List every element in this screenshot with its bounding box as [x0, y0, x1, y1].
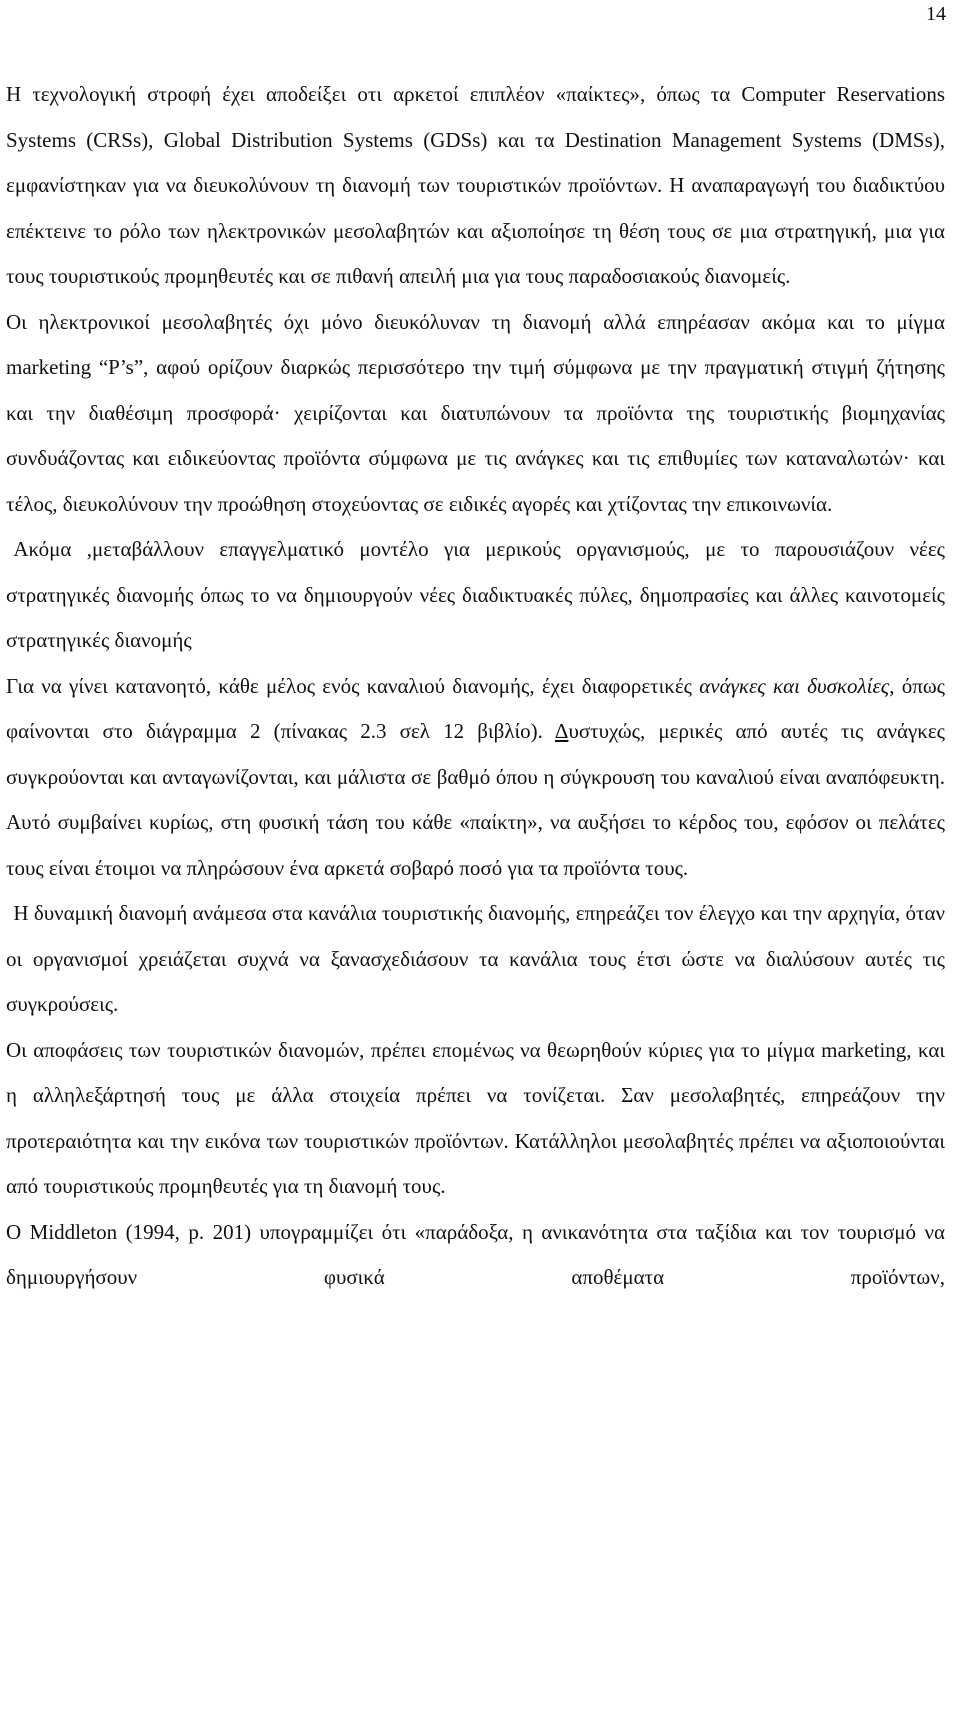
paragraph-dynamic-distribution: Η δυναμική διανομή ανάμεσα στα κανάλια τουριστικής διανομής, επηρεάζει τον έλεγχο και την αρχηγία, όταν οι οργανισμοί χρειάζεται συχνά να ξανασχεδιάσουν τα κανάλια τους έτσι ώστε να διαλύσουν αυτές τις συγκρούσεις.	[6, 901, 945, 1016]
needs-and-difficulties-italic: ανάγκες και δυσκολίες	[699, 673, 890, 698]
paragraph-electronic-intermediaries: Οι ηλεκτρονικοί μεσολαβητές όχι μόνο διευκόλυναν τη διανομή αλλά επηρέασαν ακόμα και το μίγμα marketing “P’s”, αφού ορίζουν διαρκώς περισσότερο την τιμή σύμφωνα με την πραγματική στιγμή ζήτησης και την διαθέσιμη προσφορά· χειρίζονται και διατυπώνουν τα προϊόντα της τουριστικής βιομηχανίας συνδυάζοντας και ειδικεύοντας προϊόντα σύμφωνα με τις ανάγκες και τις επιθυμίες των καταναλωτών· και τέλος, διευκολύνουν την προώθηση στοχεύοντας σε ειδικές αγορές και χτίζοντας την επικοινωνία.	[6, 309, 945, 516]
paragraph-middleton-quote: Ο Middleton (1994, p. 201) υπογραμμίζει ότι «παράδοξα, η ανικανότητα στα ταξίδια και τον τουρισμό να δημιουργήσουν φυσικά αποθέματα προϊόντων,	[6, 1219, 945, 1289]
paragraph-business-model: Ακόμα ,μεταβάλλουν επαγγελματικό μοντέλο για μερικούς οργανισμούς, με το παρουσιάζουν νέες στρατηγικές διανομής όπως το να δημιουργούν νέες διαδικτυακές πύλες, δημοπρασίες και άλλες καινοτομείς στρατηγικές διανομής	[6, 537, 945, 652]
paragraph-channel-conflict	[6, 664, 945, 892]
document-body	[6, 72, 945, 1301]
channel-conflict-text-a: Για να γίνει κατανοητό, κάθε μέλος ενός καναλιού διανομής, έχει διαφορετικές	[6, 673, 700, 698]
underlined-letter: Δ	[554, 719, 569, 743]
channel-conflict-text-c: υστυχώς, μερικές από αυτές τις ανάγκες συγκρούονται και ανταγωνίζονται, και μάλιστα σε βαθμό όπου η σύγκρουση του καναλιού είναι αναπόφευκτη. Αυτό συμβαίνει κυρίως, στη φυσική τάση του κάθε «παίκτη», να αυξήσει το κέρδος του, εφόσον οι πελάτες τους είναι έτοιμοι να πληρώσουν ένα αρκετά σοβαρό ποσό για τα προϊόντα τους.	[6, 719, 945, 880]
page-number: 14	[926, 3, 946, 25]
paragraph-technological-shift: Η τεχνολογική στροφή έχει αποδείξει οτι αρκετοί επιπλέον «παίκτες», όπως τα Computer Reservations Systems (CRSs), Global Distribution Systems (GDSs) και τα Destination Management Systems (DMSs), εμφανίστηκαν για να διευκολύνουν τη διανομή των τουριστικών προϊόντων. Η αναπαραγωγή του διαδικτύου επέκτεινε το ρόλο των ηλεκτρονικών μεσολαβητών και αξιοποίησε τη θέση τους σε μια στρατηγική, μια για τους τουριστικούς προμηθευτές και σε πιθανή απειλή μια για τους παραδοσιακούς διανομείς.	[6, 82, 945, 288]
channel-conflict-text-b: , όπως φαίνονται στο διάγραμμα 2 (πίνακας 2.3 σελ 12 βιβλίο).	[6, 673, 945, 743]
paragraph-distribution-decisions: Οι αποφάσεις των τουριστικών διανομών, πρέπει επομένως να θεωρηθούν κύριες για το μίγμα marketing, και η αλληλεξάρτησή τους με άλλα στοιχεία πρέπει να τονίζεται. Σαν μεσολαβητές, επηρεάζουν την προτεραιότητα και την εικόνα των τουριστικών προϊόντων. Κατάλληλοι μεσολαβητές πρέπει να αξιοποιούνται από τουριστικούς προμηθευτές για τη διανομή τους.	[6, 1037, 945, 1198]
